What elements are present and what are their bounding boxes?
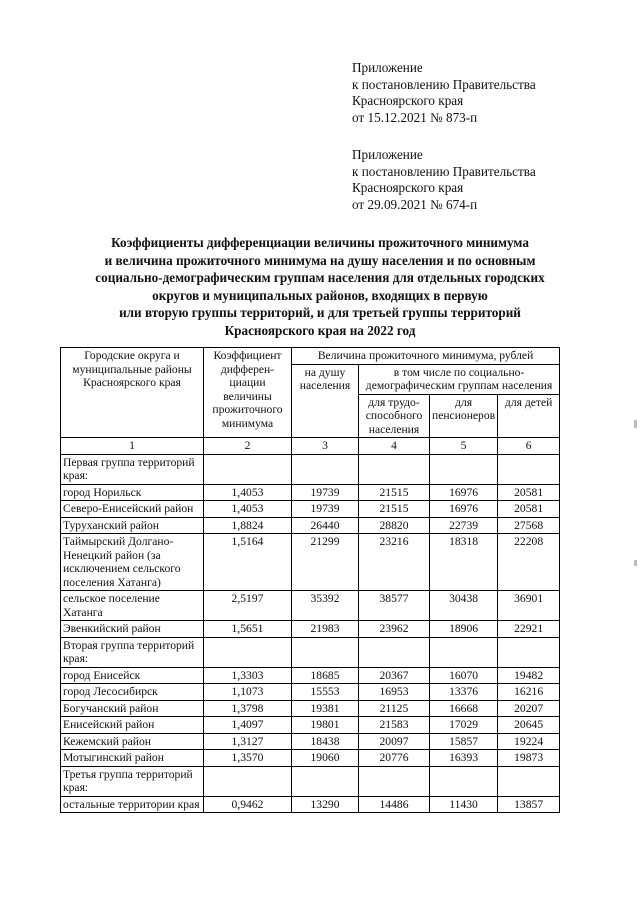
scan-mark [634, 420, 637, 428]
per-capita-cell: 19381 [292, 700, 359, 717]
coefficient-cell: 1,3127 [204, 733, 292, 750]
empty-cell [204, 637, 292, 667]
territory-cell: сельское поселение Хатанга [61, 591, 204, 621]
territory-cell: Богучанский район [61, 700, 204, 717]
table-row [61, 796, 560, 813]
coefficient-cell: 0,9462 [204, 796, 292, 813]
group-label: Первая группа территорий края: [61, 454, 204, 484]
children-cell: 19482 [498, 667, 560, 684]
territory-cell: город Лесосибирск [61, 684, 204, 701]
territory-cell: Кежемский район [61, 733, 204, 750]
working-age-cell: 20097 [359, 733, 430, 750]
appendix-line: Красноярского края [352, 180, 464, 195]
children-cell: 20581 [498, 484, 560, 501]
per-capita-cell: 15553 [292, 684, 359, 701]
coefficient-cell: 1,3570 [204, 750, 292, 767]
scan-mark [634, 560, 637, 566]
header-children: для детей [498, 394, 560, 438]
column-index: 6 [498, 438, 560, 455]
coefficient-cell: 1,4053 [204, 484, 292, 501]
table-row [61, 684, 560, 701]
appendix-line: от 29.09.2021 № 674-п [352, 196, 478, 212]
territory-cell: Мотыгинский район [61, 750, 204, 767]
children-cell: 36901 [498, 591, 560, 621]
working-age-cell: 28820 [359, 517, 430, 534]
coefficient-cell: 1,4053 [204, 501, 292, 518]
table-row [61, 501, 560, 518]
group-row [61, 766, 560, 796]
column-index: 4 [359, 438, 430, 455]
per-capita-cell: 13290 [292, 796, 359, 813]
pensioners-cell: 30438 [430, 591, 498, 621]
children-cell: 22921 [498, 621, 560, 638]
territory-cell: Таймырский Долгано-Ненецкий район (за исключением сельского поселения Хатанга) [61, 534, 204, 591]
group-label: Вторая группа территорий края: [61, 637, 204, 667]
per-capita-cell: 26440 [292, 517, 359, 534]
working-age-cell: 38577 [359, 591, 430, 621]
pensioners-cell: 18906 [430, 621, 498, 638]
appendix-line: от 15.12.2021 № 873-п [352, 109, 478, 125]
working-age-cell: 20776 [359, 750, 430, 767]
working-age-cell: 16953 [359, 684, 430, 701]
appendix-line: к постановлению Правительства [352, 76, 536, 92]
header-coefficient: Коэффициент дифферен-циации величины прожиточного минимума [204, 348, 292, 438]
per-capita-cell: 35392 [292, 591, 359, 621]
pensioners-cell: 16393 [430, 750, 498, 767]
appendix-line: Красноярского края [352, 93, 464, 108]
working-age-cell: 23216 [359, 534, 430, 591]
working-age-cell: 21125 [359, 700, 430, 717]
table-row [61, 750, 560, 767]
table-row [61, 534, 560, 591]
children-cell: 19873 [498, 750, 560, 767]
territory-cell: город Енисейск [61, 667, 204, 684]
group-row [61, 454, 560, 484]
per-capita-cell: 21983 [292, 621, 359, 638]
appendix-line: Приложение [352, 60, 423, 75]
column-index: 5 [430, 438, 498, 455]
working-age-cell: 14486 [359, 796, 430, 813]
empty-cell [498, 637, 560, 667]
coefficient-cell: 1,1073 [204, 684, 292, 701]
working-age-cell: 20367 [359, 667, 430, 684]
children-cell: 19224 [498, 733, 560, 750]
empty-cell [498, 766, 560, 796]
coefficient-cell: 2,5197 [204, 591, 292, 621]
pensioners-cell: 16668 [430, 700, 498, 717]
children-cell: 20581 [498, 501, 560, 518]
per-capita-cell: 19739 [292, 501, 359, 518]
header-demographic-subgroup: в том числе по социально-демографическим группам населения [359, 364, 560, 394]
header-working-age: для трудо-способного населения [359, 394, 430, 438]
empty-cell [204, 766, 292, 796]
appendix-line: к постановлению Правительства [352, 163, 536, 179]
header-per-capita: на душу населения [292, 364, 359, 438]
empty-cell [498, 454, 560, 484]
empty-cell [292, 637, 359, 667]
title-line: социально-демографическим группам населения для отдельных городских [95, 270, 545, 285]
coefficient-cell: 1,4097 [204, 717, 292, 734]
table-row [61, 717, 560, 734]
table-row [61, 700, 560, 717]
pensioners-cell: 11430 [430, 796, 498, 813]
table-row [61, 667, 560, 684]
working-age-cell: 21515 [359, 484, 430, 501]
per-capita-cell: 18685 [292, 667, 359, 684]
per-capita-cell: 18438 [292, 733, 359, 750]
appendix-block-old [352, 147, 536, 213]
column-index-row [61, 438, 560, 455]
children-cell: 20207 [498, 700, 560, 717]
coefficient-cell: 1,5164 [204, 534, 292, 591]
pensioners-cell: 13376 [430, 684, 498, 701]
children-cell: 16216 [498, 684, 560, 701]
empty-cell [430, 766, 498, 796]
empty-cell [359, 637, 430, 667]
group-row [61, 637, 560, 667]
per-capita-cell: 19739 [292, 484, 359, 501]
appendix-line: Приложение [352, 147, 423, 162]
document-title [40, 234, 600, 339]
per-capita-cell: 19060 [292, 750, 359, 767]
per-capita-cell: 19801 [292, 717, 359, 734]
table-row [61, 621, 560, 638]
empty-cell [430, 454, 498, 484]
coefficient-cell: 1,3798 [204, 700, 292, 717]
appendix-block-new [352, 60, 536, 126]
title-line: и величина прожиточного минимума на душу населения и по основным [104, 252, 536, 268]
territory-cell: Туруханский район [61, 517, 204, 534]
working-age-cell: 21583 [359, 717, 430, 734]
children-cell: 20645 [498, 717, 560, 734]
pensioners-cell: 16976 [430, 484, 498, 501]
working-age-cell: 21515 [359, 501, 430, 518]
territory-cell: Енисейский район [61, 717, 204, 734]
header-territory: Городские округа и муниципальные районы Красноярского края [61, 348, 204, 438]
territory-cell: город Норильск [61, 484, 204, 501]
table-row [61, 733, 560, 750]
coefficient-cell: 1,8824 [204, 517, 292, 534]
column-index: 3 [292, 438, 359, 455]
column-index: 1 [61, 438, 204, 455]
children-cell: 13857 [498, 796, 560, 813]
empty-cell [359, 766, 430, 796]
empty-cell [204, 454, 292, 484]
group-label: Третья группа территорий края: [61, 766, 204, 796]
territory-cell: остальные территории края [61, 796, 204, 813]
territory-cell: Северо-Енисейский район [61, 501, 204, 518]
title-line: или вторую группы территорий, и для третьей группы территорий [119, 305, 521, 320]
pensioners-cell: 22739 [430, 517, 498, 534]
title-line: Красноярского края на 2022 год [224, 322, 416, 338]
table-row [61, 591, 560, 621]
table-row [61, 484, 560, 501]
subsistence-table [60, 347, 560, 813]
pensioners-cell: 17029 [430, 717, 498, 734]
pensioners-cell: 18318 [430, 534, 498, 591]
title-line: округов и муниципальных районов, входящих в первую [152, 287, 488, 303]
pensioners-cell: 16070 [430, 667, 498, 684]
header-pensioners: для пенсионеров [430, 394, 498, 438]
empty-cell [292, 454, 359, 484]
empty-cell [292, 766, 359, 796]
children-cell: 27568 [498, 517, 560, 534]
territory-cell: Эвенкийский район [61, 621, 204, 638]
coefficient-cell: 1,5651 [204, 621, 292, 638]
working-age-cell: 23962 [359, 621, 430, 638]
children-cell: 22208 [498, 534, 560, 591]
per-capita-cell: 21299 [292, 534, 359, 591]
column-index: 2 [204, 438, 292, 455]
coefficient-cell: 1,3303 [204, 667, 292, 684]
empty-cell [430, 637, 498, 667]
table-row [61, 517, 560, 534]
header-subsistence-group: Величина прожиточного минимума, рублей [292, 348, 560, 365]
pensioners-cell: 15857 [430, 733, 498, 750]
title-line: Коэффициенты дифференциации величины прожиточного минимума [111, 235, 529, 250]
pensioners-cell: 16976 [430, 501, 498, 518]
empty-cell [359, 454, 430, 484]
